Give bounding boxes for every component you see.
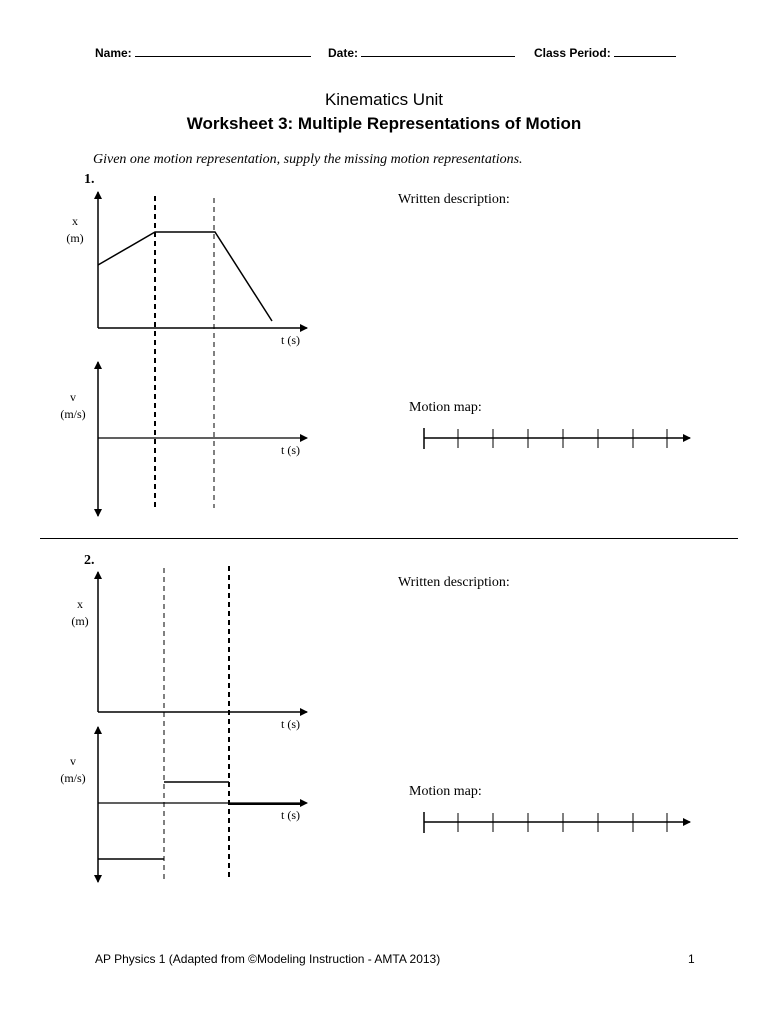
problem-2-number: 2. [84, 553, 95, 568]
p2-v-symbol: v [70, 754, 76, 768]
page-number: 1 [688, 952, 695, 966]
name-label: Name: [95, 46, 132, 60]
problem-1-x-graph [98, 192, 307, 328]
p2-x-graph-t-label: t (s) [281, 717, 300, 731]
p2-x-axis-label [60, 596, 100, 630]
p2-v-axis-label [53, 753, 93, 787]
problem-1-v-graph [98, 362, 307, 516]
p1-x-graph-t-label: t (s) [281, 333, 300, 347]
p1-position-curve [98, 232, 272, 321]
p1-x-symbol: x [72, 214, 78, 228]
page-subtitle: Worksheet 3: Multiple Representations of Motion [186, 114, 582, 133]
date-label: Date: [328, 46, 359, 60]
page-title: Kinematics Unit [324, 90, 444, 109]
problem-2-v-graph [98, 727, 307, 882]
p1-v-unit: (m/s) [60, 407, 86, 421]
p1-motion-map-label: Motion map: [409, 400, 482, 415]
p1-written-description-label: Written description: [398, 192, 510, 207]
problem-2-x-graph [98, 572, 307, 712]
p1-x-axis-label [55, 213, 95, 247]
p1-v-graph-t-label: t (s) [281, 443, 300, 457]
class-period-label: Class Period: [534, 46, 611, 60]
problem-1-number: 1. [84, 172, 95, 187]
p2-x-unit: (m) [71, 614, 89, 628]
p2-motion-map-label: Motion map: [409, 784, 482, 799]
p1-x-unit: (m) [66, 231, 84, 245]
p2-v-graph-t-label: t (s) [281, 808, 300, 822]
p2-written-description-label: Written description: [398, 575, 510, 590]
p1-v-symbol: v [70, 390, 76, 404]
section-divider [40, 538, 738, 539]
p2-motion-map [424, 812, 690, 833]
p1-motion-map [424, 428, 690, 449]
footer-source: AP Physics 1 (Adapted from ©Modeling Instruction - AMTA 2013) [95, 952, 441, 966]
instructions: Given one motion representation, supply the missing motion representations. [93, 152, 523, 167]
p2-x-symbol: x [77, 597, 83, 611]
p1-v-axis-label [53, 389, 93, 423]
p2-v-unit: (m/s) [60, 771, 86, 785]
